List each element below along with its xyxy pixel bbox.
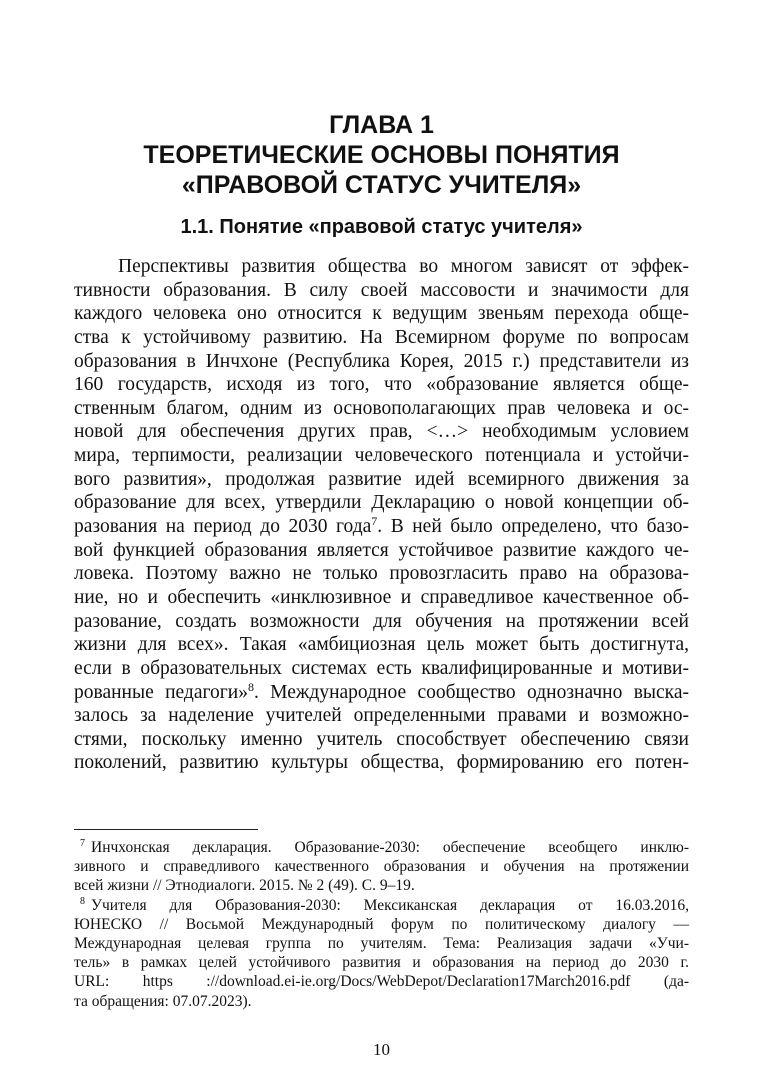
footnote-8-line: тель» в рамках целей устойчивого развития и образования на период до 2030 г.: [74, 954, 689, 972]
body-line-with-ref: [74, 681, 689, 705]
footnote-ref-7[interactable]: 7: [371, 514, 378, 529]
footnotes: [74, 838, 689, 1011]
body-line: каждого человека оно относится к ведущим звеньям перехода обще-: [74, 303, 689, 325]
body-line: образование для всех, утвердили Декларацию о новой концепции об-: [74, 492, 689, 514]
footnote-8-line: [74, 896, 689, 915]
footnote-text: Инчхонская декларация. Образование-2030: обеспечение всеобщего инклю-: [91, 839, 689, 856]
footnote-text: Учителя для Образования-2030: Мексиканская декларация от 16.03.2016,: [91, 896, 689, 914]
footnote-8-url-line[interactable]: URL: https ://download.ei-ie.org/Docs/WebDepot/Declaration17March2016.pdf (да-: [74, 973, 689, 991]
body-line: ственным благом, одним из основополагающих прав человека и ос-: [74, 397, 689, 419]
body-line-part: . В ней было определено, что базо-: [377, 516, 689, 538]
footnote-divider: [74, 829, 258, 830]
body-line: ние, но и обеспечить «инклюзивное и справедливое качественное об-: [74, 586, 689, 608]
footnote-7-line: [74, 838, 689, 857]
body-line: поколений, развитию культуры общества, формированию его потен-: [74, 752, 689, 774]
footnote-8-mark: 8: [80, 895, 85, 907]
footnote-8-line: Международная целевая группа по учителям. Тема: Реализация задачи «Учи-: [74, 934, 689, 952]
footnote-8-line: та обращения: 07.07.2023).: [74, 992, 252, 1010]
page-number: 10: [373, 1040, 390, 1059]
body-line: вой функцией образования является устойчивое развитие каждого че-: [74, 539, 689, 561]
body-line: разование, создать возможности для обучения на протяжении всей: [74, 610, 689, 632]
body-line: стями, поскольку именно учитель способствует обеспечению связи: [74, 728, 689, 750]
chapter-title-line-1: ТЕОРЕТИЧЕСКИЕ ОСНОВЫ ПОНЯТИЯ: [143, 141, 620, 169]
chapter-title: [70, 110, 693, 200]
footnote-7-line: всей жизни // Этнодиалоги. 2015. № 2 (49). С. 9–19.: [74, 877, 415, 895]
body-line: тивности образования. В силу своей массовости и значимости для: [74, 279, 689, 301]
body-line: новой для обеспечения других прав, <…> необходимым условием: [74, 421, 689, 443]
chapter-title-line-2: «ПРАВОВОЙ СТАТУС УЧИТЕЛЯ»: [181, 171, 582, 199]
body-line: вого развития», продолжая развитие идей всемирного движения за: [74, 468, 689, 490]
body-line-part: рованные педагоги»: [74, 681, 248, 703]
body-line: ства к устойчивому развитию. На Всемирном форуме по вопросам: [74, 326, 689, 348]
body-paragraph: [74, 255, 689, 775]
body-line: если в образовательных системах есть квалифицированные и мотиви-: [74, 657, 689, 679]
section-title: 1.1. Понятие «правовой статус учителя»: [180, 216, 583, 238]
chapter-number: ГЛАВА 1: [329, 111, 434, 139]
body-line: Перспективы развития общества во многом зависят от эффек-: [118, 256, 689, 277]
body-line-part: . Международное сообщество однозначно выска-: [253, 681, 689, 703]
body-line: залось за наделение учителей определенными правами и возможно-: [74, 705, 689, 727]
body-line: мира, терпимости, реализации человеческого потенциала и устойчи-: [74, 445, 689, 467]
body-line: ловека. Поэтому важно не только провозгласить право на образова-: [74, 563, 689, 585]
footnote-7-line: зивного и справедливого качественного образования и обучения на протяжении: [74, 858, 689, 876]
footnote-7-mark: 7: [80, 838, 85, 849]
footnote-8-line: ЮНЕСКО // Восьмой Международный форум по политическому диалогу —: [74, 915, 689, 933]
body-line: образования в Инчхоне (Республика Корея, 2015 г.) представители из: [74, 350, 689, 372]
body-line: 160 государств, исходя из того, что «образование является обще-: [74, 374, 689, 396]
body-line-with-ref: [74, 515, 689, 539]
body-line-part: разования на период до 2030 года: [74, 516, 372, 538]
body-line: жизни для всех». Такая «амбициозная цель может быть достигнута,: [74, 634, 689, 656]
footnote-ref-8[interactable]: 8: [247, 679, 254, 694]
